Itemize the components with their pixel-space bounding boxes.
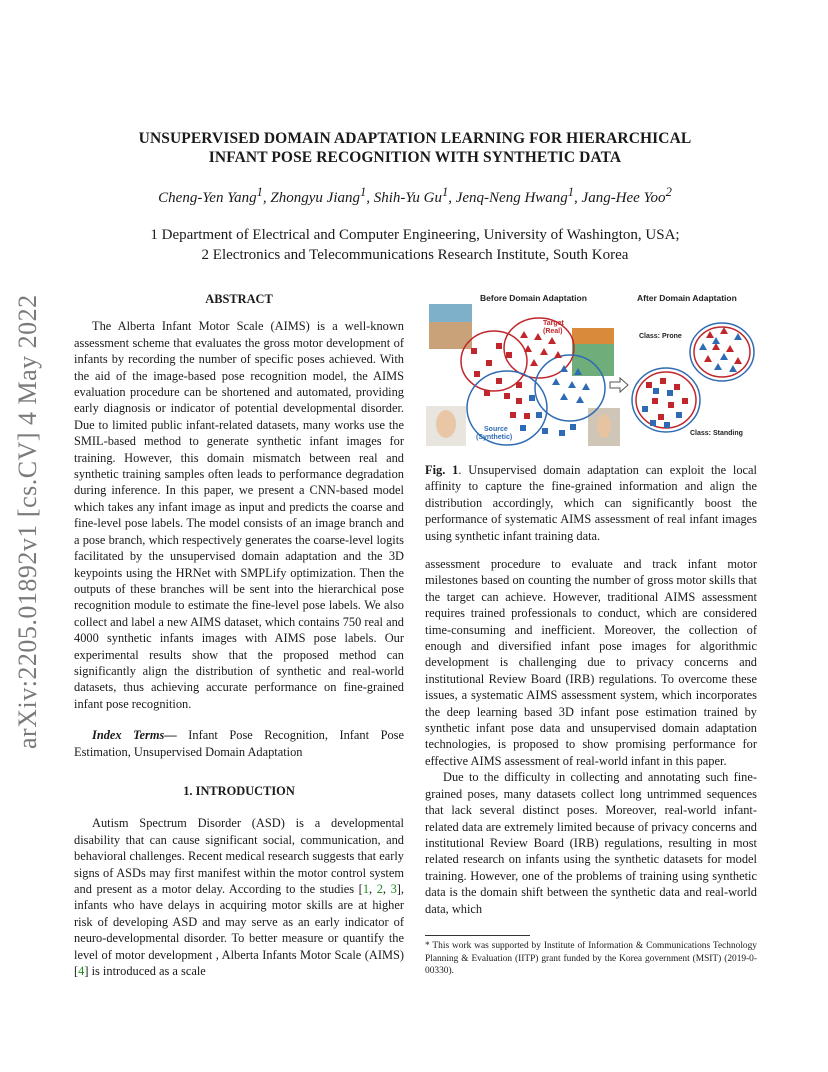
citation-link[interactable]: 2 <box>376 882 383 896</box>
paper-title <box>90 129 740 167</box>
source-sublabel: (Synthetic) <box>476 434 513 441</box>
author-affiliation-mark: 2 <box>665 185 672 199</box>
figure-label: Fig. 1 <box>425 463 459 477</box>
blue-triangle-markers <box>699 333 742 372</box>
affiliations <box>90 225 740 265</box>
index-terms-label: Index Terms— <box>92 728 177 743</box>
arrow-icon <box>610 378 628 392</box>
right-column <box>425 556 757 917</box>
title-line-2: INFANT POSE RECOGNITION WITH SYNTHETIC DATA <box>208 149 622 166</box>
author-name: Shih-Yu Gu <box>373 190 442 206</box>
caption-text: . Unsupervised domain adaptation can exploit the local affinity to capture the fine-grained information and align the distribution accordingly, which can significantly boost the performance of systematic AIMS assessment of real infant images using synthetic infant training data. <box>425 463 757 543</box>
title-line-1: UNSUPERVISED DOMAIN ADAPTATION LEARNING FOR HIERARCHICAL <box>138 130 692 147</box>
intro-text: Autism Spectrum Disorder (ASD) is a developmental disability that can cause significant social, communication, and behavioral challenges. Recent medical research suggests that early signs of ASDs may first manifest within the motor control system and present as a motor delay. According to the studies [ <box>74 816 404 896</box>
citation-link[interactable]: 4 <box>78 964 85 979</box>
target-sublabel: (Real) <box>543 328 563 335</box>
affiliation-line-2: 2 Electronics and Telecommunications Research Institute, South Korea <box>201 247 629 263</box>
abstract-text: The Alberta Infant Motor Scale (AIMS) is a well-known assessment scheme that evaluates the gross motor development of infants by recording the number of specific poses achieved. With the aid of the image-based pose recognition model, the AIMS evaluation procedure can be shortened and automated, providing early diagnosis or indicator of potential developmental disorder. Due to limited public infant-related datasets, many works use the SMIL-based method to generate synthetic infant images for training. However, this domain mismatch between real and synthetic training samples often leads to performance degradation during inference. In this paper, we present a CNN-based model which takes any infant image as input and predicts the coarse and fine-level pose labels. The model consists of an image branch and a pose branch, which respectively generates the coarse-level logits facilitated by the unsupervised domain adaptation and the 3D keypoints using the HRNet with SMPLify optimization. Then the outputs of these branches will be sent into the hierarchical pose recognition module to estimate the fine-level pose labels. We also collect and label a new AIMS dataset, which contains 750 real and 4000 synthetic infants images with AIMS pose labels. Our experimental results show that the proposed method can significantly align the distribution of synthetic and real-world datasets, thus achieving accurate performance on fine-grained infant pose recognition. <box>74 319 404 711</box>
target-label: Target <box>543 320 564 327</box>
citation-link[interactable]: 3 <box>390 882 397 896</box>
author-name: Zhongyu Jiang <box>270 190 360 206</box>
author-name: Jenq-Neng Hwang <box>455 190 568 206</box>
footnote: * This work was supported by Institute of Information & Communications Technology Planning & Evaluation (IITP) grant funded by the Korea government (MSIT) (2019-0-00330). <box>425 941 757 977</box>
cluster-circle <box>694 327 750 377</box>
class-standing-label: Class: Standing <box>690 430 743 437</box>
author-affiliation-mark: 1 <box>441 185 449 199</box>
intro-text: ], infants who have delays in acquiring motor skills are at higher risk of developing ASD and may serve as an early indicator of neuro-developmental disorder. To better measure or quantify the level of motor development , Alberta Infants Motor Scale (AIMS) [ <box>74 882 404 979</box>
intro-paragraph-1: Autism Spectrum Disorder (ASD) is a developmental disability that can cause significant social, communication, and behavioral challenges. Recent medical research suggests that early signs of ASDs may first manifest within the motor control system and present as a motor delay. According to the studies [1, 2, 3], infants who have delays in acquiring motor skills are at higher risk of developing ASD and may serve as an early indicator of neuro-developmental disorder. To better measure or quantify the level of motor development , Alberta Infants Motor Scale (AIMS) [4] is introduced as a scale <box>74 816 404 979</box>
introduction-heading: 1. INTRODUCTION <box>183 783 295 798</box>
author-name: Cheng-Yen Yang <box>158 190 257 206</box>
figure-1 <box>424 290 758 448</box>
intro-paragraph-2: Due to the difficulty in collecting and annotating such fine-grained poses, many datasets collect long untrimmed sequences that lack several distinct poses. Moreover, real-world infant-related data are extremely limited because of privacy concerns and institutional Review Board (IRB) regulations, resulting in most related research on infants using the synthetic datasets for model training. However, one of the problems of training using synthetic data is the domain shift between the synthetic data and real-world data, which <box>425 770 757 916</box>
footnote-rule <box>425 935 530 936</box>
index-terms-text: Infant Pose Recognition, Infant Pose Estimation, Unsupervised Domain Adaptation <box>74 728 404 759</box>
after-label: After Domain Adaptation <box>637 293 737 303</box>
before-label: Before Domain Adaptation <box>480 293 587 303</box>
class-prone-label: Class: Prone <box>639 333 682 340</box>
arxiv-identifier: arXiv:2205.01892v1 [cs.CV] 4 May 2022 <box>13 294 42 750</box>
author-affiliation-mark: 1 <box>567 185 575 199</box>
intro-paragraph-1-continued: assessment procedure to evaluate and track infant motor milestones based on counting the number of gross motor skills that the target can achieve. However, traditional AIMS assessment requires trained professionals to conduct, which are considered time-consuming and inefficient. Moreover, the collection of enough and diversified infant pose images for algorithmic development is challenging due to privacy concerns and institutional Review Board (IRB) regulations. To overcome these issues, a systematic AIMS assessment system, which incorporates the deep learning based 3D infant pose estimation trained by synthetic infant pose data and unsupervised domain adaptation technologies, is proposed to show promising performance for effective AIMS assessment of real-world infant in this paper. <box>425 557 757 768</box>
abstract-heading: ABSTRACT <box>205 292 273 306</box>
author-name: Jang-Hee Yoo <box>581 190 666 206</box>
source-label: Source <box>484 426 508 433</box>
intro-text: ] is introduced as a scale <box>84 964 206 979</box>
domain-adaptation-diagram <box>424 290 758 448</box>
left-column <box>74 291 404 979</box>
citation-link[interactable]: 1 <box>362 882 370 896</box>
index-terms <box>74 727 404 760</box>
author-affiliation-mark: 1 <box>360 185 367 199</box>
affiliation-line-1: 1 Department of Electrical and Computer Engineering, University of Washington, USA; <box>150 227 680 243</box>
figure-caption <box>425 462 757 544</box>
author-list: Cheng-Yen Yang$^1$, Zhongyu Jiang$^1$, Shih-Yu Gu$^1$, Jenq-Neng Hwang$^1$, Jang-Hee Yoo$^2$ <box>158 185 672 206</box>
author-affiliation-mark: 1 <box>256 185 263 199</box>
